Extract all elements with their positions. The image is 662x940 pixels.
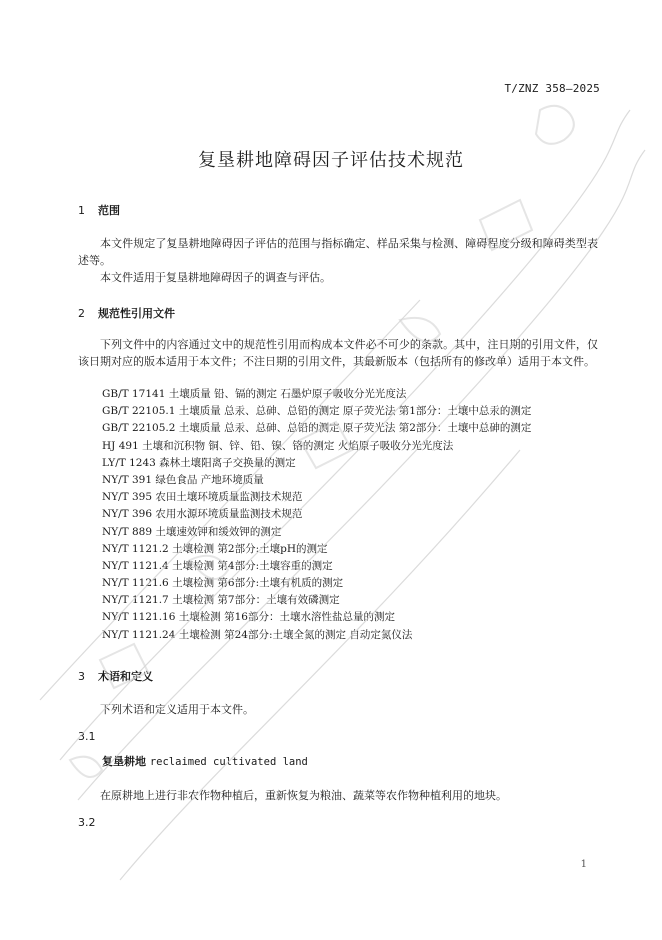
document-title: 复垦耕地障碍因子评估技术规范 xyxy=(198,150,464,171)
section-1-paragraph-1: 本文件规定了复垦耕地障碍因子评估的范围与指标确定、样品采集与检测、障碍程度分级和障碍类型表述等。 xyxy=(78,237,598,267)
reference-item: NY/T 391 绿色食品 产地环境质量 xyxy=(102,473,264,486)
section-title: 范围 xyxy=(98,204,120,217)
reference-item: LY/T 1243 森林土壤阳离子交换量的测定 xyxy=(102,456,296,469)
reference-item: NY/T 1121.2 土壤检测 第2部分:土壤pH的测定 xyxy=(102,542,328,555)
reference-item: NY/T 395 农田土壤环境质量监测技术规范 xyxy=(102,491,303,504)
reference-list xyxy=(102,386,531,644)
reference-item: NY/T 1121.16 土壤检测 第16部分：土壤水溶性盐总量的测定 xyxy=(102,611,395,624)
section-1-paragraph-2: 本文件适用于复垦耕地障碍因子的调查与评估。 xyxy=(100,271,331,284)
term-zh: 复垦耕地 xyxy=(102,755,146,768)
section-3-heading xyxy=(78,668,153,684)
reference-item: NY/T 396 农用水源环境质量监测技术规范 xyxy=(102,508,303,521)
section-number: 3 xyxy=(78,670,85,683)
term-number: 3.1 xyxy=(78,730,96,743)
reference-item: GB/T 22105.1 土壤质量 总汞、总砷、总铅的测定 原子荧光法 第1部分：土壤中总汞的测定 xyxy=(102,405,532,418)
term-en: reclaimed cultivated land xyxy=(149,756,308,768)
reference-item: GB/T 17141 土壤质量 铅、镉的测定 石墨炉原子吸收分光光度法 xyxy=(102,388,407,400)
section-title: 规范性引用文件 xyxy=(98,307,175,320)
reference-item: NY/T 1121.6 土壤检测 第6部分:土壤有机质的测定 xyxy=(102,577,344,590)
reference-item: NY/T 1121.24 土壤检测 第24部分:土壤全氮的测定 自动定氮仪法 xyxy=(102,628,413,641)
section-number: 2 xyxy=(78,307,85,320)
reference-item: NY/T 1121.4 土壤检测 第4部分:土壤容重的测定 xyxy=(102,559,333,572)
section-2-intro: 下列文件中的内容通过文中的规范性引用而构成本文件必不可少的条款。其中，注日期的引用文件，仅该日期对应的版本适用于本文件；不注日期的引用文件，其最新版本（包括所有的修改单）适用于本文件。 xyxy=(78,338,598,368)
reference-item: NY/T 1121.7 土壤检测 第7部分：土壤有效磷测定 xyxy=(102,594,340,607)
section-2-heading xyxy=(78,305,175,321)
term-number: 3.2 xyxy=(78,816,96,829)
section-number: 1 xyxy=(78,204,85,217)
page-number: 1 xyxy=(580,859,587,870)
standard-number: T/ZNZ 358—2025 xyxy=(504,82,600,95)
reference-item: HJ 491 土壤和沉积物 铜、锌、铅、镍、铬的测定 火焰原子吸收分光光度法 xyxy=(102,439,454,452)
section-title: 术语和定义 xyxy=(98,670,153,683)
reference-item: GB/T 22105.2 土壤质量 总汞、总砷、总铅的测定 原子荧光法 第2部分：土壤中总砷的测定 xyxy=(102,422,532,435)
term-heading xyxy=(102,753,308,769)
term-definition: 在原耕地上进行非农作物种植后，重新恢复为粮油、蔬菜等农作物种植利用的地块。 xyxy=(100,789,507,802)
reference-item: NY/T 889 土壤速效钾和缓效钾的测定 xyxy=(102,525,282,538)
section-1-heading xyxy=(78,202,120,218)
section-3-intro: 下列术语和定义适用于本文件。 xyxy=(100,703,254,716)
